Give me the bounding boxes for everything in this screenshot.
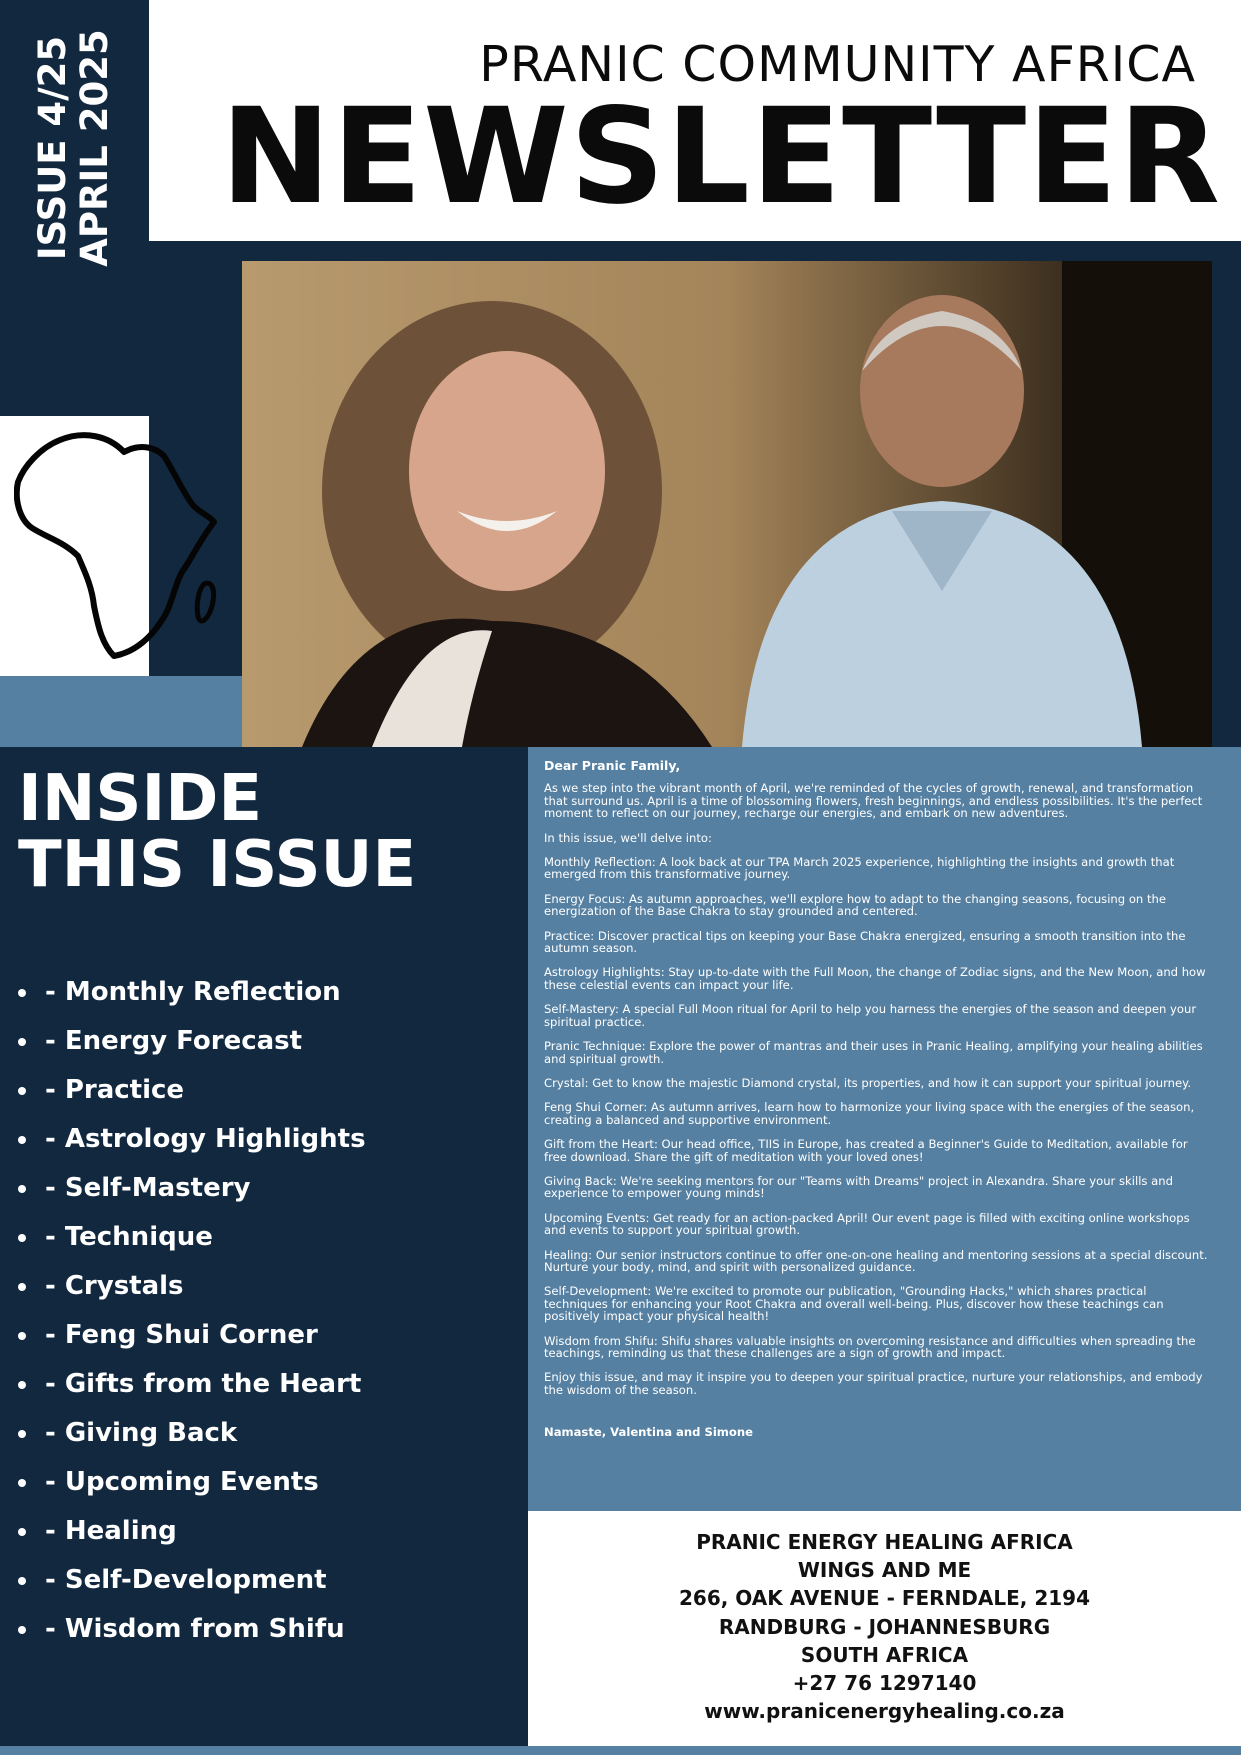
- contents-list: [18, 968, 518, 1654]
- letter-paragraph: Gift from the Heart: Our head office, TIIS in Europe, has created a Beginner's Guide to Meditation, available for free download. Share the gift of meditation with your loved ones!: [544, 1137, 1188, 1164]
- founders-photo: [242, 261, 1212, 747]
- contents-item: - Upcoming Events: [18, 1458, 518, 1507]
- contents-item: - Monthly Reflection: [18, 968, 518, 1017]
- address-venue: WINGS AND ME: [797, 1558, 972, 1583]
- letter-paragraph: Astrology Highlights: Stay up-to-date with the Full Moon, the change of Zodiac signs, and the New Moon, and how these celestial events can impact your life.: [544, 965, 1206, 992]
- address-website: www.pranicenergyhealing.co.za: [704, 1699, 1065, 1724]
- organization-name: PRANIC COMMUNITY AFRICA: [479, 36, 1196, 93]
- africa-outline-icon: [14, 430, 220, 662]
- contents-item: - Practice: [18, 1066, 518, 1115]
- contents-item: - Wisdom from Shifu: [18, 1605, 518, 1654]
- photo-accent-band: [0, 676, 242, 747]
- letter-paragraph: Wisdom from Shifu: Shifu shares valuable insights on overcoming resistance and difficulties when spreading the teachings, reminding us that these challenges are a sign of growth and impact.: [544, 1333, 1196, 1360]
- contents-item: - Self-Development: [18, 1556, 518, 1605]
- footer-strip: [0, 1746, 1241, 1755]
- letter-paragraph: In this issue, we'll delve into:: [544, 830, 712, 845]
- letter-paragraph: Self-Development: We're excited to promote our publication, "Grounding Hacks," which shares practical techniques for enhancing your Root Chakra and overall well-being. Plus, discover how these teachings can positively impact your physical health!: [544, 1284, 1164, 1324]
- contact-address: [528, 1528, 1241, 1725]
- letter-paragraph: Practice: Discover practical tips on keeping your Base Chakra energized, ensuring a smooth transition into the autumn season.: [544, 928, 1186, 956]
- issue-date: APRIL 2025: [73, 29, 116, 267]
- contents-item: - Giving Back: [18, 1409, 518, 1458]
- letter-paragraph: Self-Mastery: A special Full Moon ritual for April to help you harness the energies of the season and deepen your spiritual practice.: [544, 1002, 1197, 1029]
- letter-paragraph: Crystal: Get to know the majestic Diamond crystal, its properties, and how it can support your spiritual journey.: [544, 1075, 1192, 1090]
- letter-paragraph: Energy Focus: As autumn approaches, we'll explore how to adapt to the changing seasons, focusing on the energization of the Base Chakra to stay grounded and centered.: [544, 891, 1166, 919]
- letter-paragraph: As we step into the vibrant month of April, we're reminded of the cycles of growth, renewal, and transformation that surround us. April is a time of blossoming flowers, fresh beginnings, and endless possibilities. It's the perfect moment to reflect on our journey, recharge our energies, and embark on new adventures.: [544, 781, 1203, 821]
- address-company: PRANIC ENERGY HEALING AFRICA: [696, 1530, 1073, 1554]
- issue-label: [32, 29, 116, 266]
- letter-paragraph: Pranic Technique: Explore the power of mantras and their uses in Pranic Healing, amplifying your healing abilities and spiritual growth.: [544, 1039, 1203, 1066]
- address-street: 266, OAK AVENUE - FERNDALE, 2194: [678, 1586, 1090, 1611]
- contents-item: - Energy Forecast: [18, 1017, 518, 1066]
- contents-item: - Feng Shui Corner: [18, 1311, 518, 1360]
- contents-item: - Astrology Highlights: [18, 1115, 518, 1164]
- issue-band: [0, 0, 149, 416]
- photo-illustration: [242, 261, 1212, 747]
- letter-paragraph: Monthly Reflection: A look back at our TPA March 2025 experience, highlighting the insights and growth that emerged from this transformative journey.: [544, 855, 1175, 882]
- contents-item: - Technique: [18, 1213, 518, 1262]
- letter-paragraph: Enjoy this issue, and may it inspire you to deepen your spiritual practice, nurture your relationships, and embody the wisdom of the season.: [544, 1370, 1203, 1397]
- letter-paragraph: Giving Back: We're seeking mentors for our "Teams with Dreams" project in Alexandra. Share your skills and experience to empower young minds!: [544, 1173, 1173, 1201]
- letter-paragraph: Feng Shui Corner: As autumn arrives, learn how to harmonize your living space with the energies of the season, creating a balanced and supportive environment.: [544, 1100, 1195, 1127]
- letter-signoff: Namaste, Valentina and Simone: [544, 1425, 753, 1440]
- address-country: SOUTH AFRICA: [800, 1642, 969, 1667]
- contents-item: - Crystals: [18, 1262, 518, 1311]
- contents-item: - Self-Mastery: [18, 1164, 518, 1213]
- inside-issue-title: INSIDE THIS ISSUE: [18, 762, 417, 902]
- letter-paragraph: Upcoming Events: Get ready for an action-packed April! Our event page is filled with exciting online workshops and events to support your spiritual growth.: [544, 1210, 1190, 1238]
- masthead-title: NEWSLETTER: [220, 80, 1221, 234]
- contents-item: - Healing: [18, 1507, 518, 1556]
- address-city: RANDBURG - JOHANNESBURG: [718, 1614, 1051, 1639]
- letter-paragraph: Healing: Our senior instructors continue to offer one-on-one healing and mentoring sessions at a special discount. Nurture your body, mind, and spirit with personalized guidance.: [544, 1247, 1208, 1274]
- address-phone: +27 76 1297140: [792, 1671, 977, 1696]
- contents-item: - Gifts from the Heart: [18, 1360, 518, 1409]
- issue-number: ISSUE 4/25: [31, 35, 74, 261]
- editor-letter: [544, 760, 1209, 1451]
- letter-greeting: Dear Pranic Family,: [544, 758, 681, 773]
